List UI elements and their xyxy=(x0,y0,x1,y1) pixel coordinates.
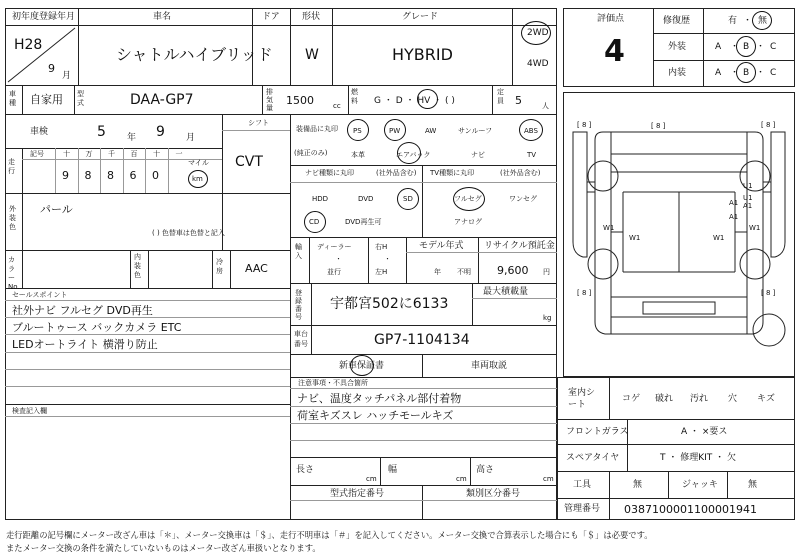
inspection-month-unit: 月 xyxy=(186,133,196,143)
inspection-month: 9 xyxy=(156,124,165,140)
seat-burn: コゲ xyxy=(622,394,641,404)
mileage-digit: 8 xyxy=(84,169,92,182)
door-label: ドア xyxy=(262,12,280,22)
navi-cd-circle xyxy=(304,211,326,233)
fuel-selected-circle xyxy=(417,89,438,109)
import-right: 右H xyxy=(375,243,388,251)
exterior-b: B xyxy=(743,42,750,52)
first-reg-month: 9 xyxy=(48,62,55,75)
mileage-digit-header: 万 xyxy=(85,150,93,158)
inspection-year-unit: 年 xyxy=(127,133,137,143)
repair-selected-circle xyxy=(752,11,772,30)
shift-value: CVT xyxy=(235,154,263,170)
seat-tear: 破れ xyxy=(655,394,674,404)
mgmt-label: 管理番号 xyxy=(564,504,601,514)
import-parallel: 並行 xyxy=(327,268,341,276)
navi-dvd: DVD xyxy=(358,195,374,203)
sales-point-3: LEDオートライト 横滑り防止 xyxy=(12,338,158,351)
displacement-label: 排気量 xyxy=(266,88,273,112)
navi-cd: CD xyxy=(309,218,320,226)
windshield-label: フロントガラス xyxy=(566,427,629,437)
mark-w1-3: W1 xyxy=(713,234,725,242)
mark-8-bl: [ 8 ] xyxy=(577,289,592,297)
import-label: 輸入 xyxy=(295,243,302,260)
mark-w1-1: W1 xyxy=(603,224,615,232)
navi-sub: (社外品含む) xyxy=(376,169,417,177)
registration-label: 登録番号 xyxy=(295,289,302,321)
mileage-mark-label: 記号 xyxy=(30,150,44,158)
class-num-label: 類別区分番号 xyxy=(466,489,521,499)
displacement-value: 1500 xyxy=(286,94,314,107)
note-2: 荷室キズスレ ハッチモールキズ xyxy=(297,409,454,422)
interior-selected-circle xyxy=(736,62,756,83)
warranty-circle xyxy=(350,355,374,376)
usage-label: 車種 xyxy=(9,90,16,107)
dims-height-label: 高さ xyxy=(476,465,495,475)
notes-label: 注意事項・不具合箇所 xyxy=(298,379,368,387)
score-label: 評価点 xyxy=(597,14,625,24)
tv-sub: (社外品含む) xyxy=(500,169,541,177)
repair-label: 修復歴 xyxy=(663,16,691,26)
type-num-label: 型式指定番号 xyxy=(330,489,385,499)
int-color-label: 内装色 xyxy=(134,253,141,279)
import-dot-1: ・ xyxy=(335,255,342,263)
grade-label: グレード xyxy=(402,12,439,22)
sales-points-label: セールスポイント xyxy=(12,291,68,299)
model-year-year: 年 xyxy=(434,268,441,276)
mileage-unit: km xyxy=(192,175,203,183)
mark-8-top: [ 8 ] xyxy=(651,122,666,130)
footer-line-1: 走行距離の記号欄にメーター改ざん車は「＊」、メーター交換車は「＄」、走行不明車は「＃」を記入してください。メーター交換で合算表示した場合にも「＄」は必要です。 xyxy=(6,530,653,540)
exterior-selected-circle xyxy=(736,36,756,57)
shift-label: シフト xyxy=(248,119,269,127)
equip-ps: PS xyxy=(353,127,362,135)
equipment-sub: (純正のみ) xyxy=(294,149,328,157)
interior-label: 内装 xyxy=(668,68,687,78)
mark-w1-4: W1 xyxy=(749,224,761,232)
tv-fullseg-circle xyxy=(453,187,485,211)
mileage-digit: 0 xyxy=(152,169,159,182)
color-no-label: カラーNo. xyxy=(8,256,20,291)
warranty-label: 新車保証書 xyxy=(339,361,385,371)
chassis-value: GP7-1104134 xyxy=(374,332,470,348)
navi-sd-circle xyxy=(397,188,419,210)
first-reg-label: 初年度登録年月 xyxy=(12,12,76,22)
equip-tv: TV xyxy=(527,151,537,159)
ext-color-label: 外装色 xyxy=(9,205,16,231)
repair-no: 無 xyxy=(758,16,768,26)
mark-8-tl: [ 8 ] xyxy=(577,121,592,129)
mileage-unit-label: マイル xyxy=(188,159,209,167)
exterior-a: A xyxy=(715,42,722,52)
mark-w1-2: W1 xyxy=(629,234,641,242)
equip-leather: 本革 xyxy=(351,151,365,159)
score-value: 4 xyxy=(604,34,625,69)
mark-8-br: [ 8 ] xyxy=(761,289,776,297)
first-reg-era: H28 xyxy=(14,37,43,53)
interior-a: A xyxy=(715,68,722,78)
dims-width-unit: cm xyxy=(456,475,467,483)
capacity-value: 5 xyxy=(515,94,522,107)
navi-sd: SD xyxy=(403,195,413,203)
max-load-label: 最大積載量 xyxy=(483,287,529,297)
ext-color-value: パール xyxy=(40,203,73,216)
interior-b: B xyxy=(743,68,750,78)
jack-value: 無 xyxy=(748,480,758,490)
mark-a1-1: A1 xyxy=(729,199,739,207)
equip-airbag: エアバック xyxy=(396,151,431,159)
dims-length-unit: cm xyxy=(366,475,377,483)
manual-label: 車両取説 xyxy=(471,361,508,371)
tv-oneseg: ワンセグ xyxy=(509,195,537,203)
sales-point-2: ブルートゥース バックカメラ ETC xyxy=(12,321,182,334)
grade-value: HYBRID xyxy=(392,45,453,64)
inspection-year: 5 xyxy=(97,124,106,140)
aircon-value: AAC xyxy=(245,262,268,275)
ext-color-note: ( ) 色替車は色替と記入 xyxy=(152,229,225,237)
mileage-digit: 9 xyxy=(62,169,69,182)
mileage-digit-header: 十 xyxy=(63,150,70,158)
seat-dirt: 汚れ xyxy=(690,394,709,404)
mileage-digit-header: 十 xyxy=(153,150,160,158)
repair-yes: 有 xyxy=(728,16,738,26)
model-year-unknown: 不明 xyxy=(457,268,471,276)
drive-4wd: 4WD xyxy=(527,59,549,69)
import-dot-2: ・ xyxy=(384,255,391,263)
model-label: 型式 xyxy=(77,90,84,107)
navi-dvd-play: DVD再生可 xyxy=(345,218,382,226)
model-value: DAA-GP7 xyxy=(130,92,194,108)
inspection-label: 車検 xyxy=(30,127,49,137)
car-damage-diagram xyxy=(563,92,795,377)
equip-pw: PW xyxy=(389,127,401,135)
mileage-label: 走行 xyxy=(8,158,15,175)
mark-8-tr: [ 8 ] xyxy=(761,121,776,129)
seat-scratch: キズ xyxy=(757,394,775,404)
mileage-digit-header: 千 xyxy=(108,150,115,158)
interior-seat-label: 室内シート xyxy=(568,388,596,410)
equip-abs: ABS xyxy=(524,127,538,135)
fuel-options: G ・ D ・ HV ・ ( ) xyxy=(374,96,455,106)
tv-fullseg: フルセグ xyxy=(454,195,482,203)
equip-airbag-circle xyxy=(397,142,421,164)
jack-label: ジャッキ xyxy=(682,480,718,490)
mark-u1-1: U1 xyxy=(743,182,753,190)
mark-a1-3: A1 xyxy=(729,213,739,221)
aircon-label: 冷房 xyxy=(216,258,223,275)
mark-a1-2: A1 xyxy=(743,202,753,210)
spare-tire-value: T ・ 修理KIT ・ 欠 xyxy=(660,453,736,463)
chassis-label: 車台番号 xyxy=(294,330,308,348)
capacity-unit: 人 xyxy=(542,102,549,110)
usage-value: 自家用 xyxy=(30,93,63,106)
sales-point-1: 社外ナビ フルセグ DVD再生 xyxy=(12,304,153,317)
seat-hole: 穴 xyxy=(728,394,738,404)
model-year-label: モデル年式 xyxy=(419,241,464,251)
import-left: 左H xyxy=(375,268,388,276)
mark-u1-2: U1 xyxy=(743,194,753,202)
recycle-unit: 円 xyxy=(543,268,550,276)
equipment-label: 装備品に丸印 xyxy=(296,125,338,133)
recycle-label: リサイクル預託金 xyxy=(484,241,555,251)
mileage-digit: 8 xyxy=(107,169,114,182)
car-name-label: 車名 xyxy=(153,12,172,22)
equip-aw: AW xyxy=(425,127,437,135)
footer-line-2: またメーター交換の条件を満たしていないものはメーター改ざん車扱いとなります。 xyxy=(6,543,321,553)
dims-length-label: 長さ xyxy=(296,465,315,475)
shape-value: W xyxy=(305,47,319,63)
navi-hdd: HDD xyxy=(312,195,329,203)
mileage-digit-header: 一 xyxy=(175,150,183,158)
fuel-label: 燃料 xyxy=(351,88,358,105)
tools-value: 無 xyxy=(633,480,643,490)
equip-sunroof: サンルーフ xyxy=(458,127,493,135)
equip-abs-circle xyxy=(519,119,543,141)
registration-value: 宇都宮502に6133 xyxy=(330,296,449,312)
first-reg-month-unit: 月 xyxy=(62,71,72,81)
shape-label: 形状 xyxy=(302,12,321,22)
drive-2wd: 2WD xyxy=(527,28,549,38)
inspector-label: 検査記入欄 xyxy=(12,407,47,415)
equip-pw-circle xyxy=(384,119,406,141)
mileage-digit: 6 xyxy=(129,169,137,182)
displacement-unit: cc xyxy=(333,102,341,110)
tv-analog: アナログ xyxy=(454,218,482,226)
exterior-label: 外装 xyxy=(668,42,687,52)
dims-width-label: 幅 xyxy=(388,465,398,475)
mileage-digit-header: 百 xyxy=(130,150,138,158)
capacity-label: 定員 xyxy=(497,88,504,105)
import-dealer: ディーラー xyxy=(317,243,352,251)
interior-c: C xyxy=(770,68,777,78)
tv-label: TV種類に丸印 xyxy=(430,169,475,177)
recycle-value: 9,600 xyxy=(497,264,529,277)
exterior-c: C xyxy=(770,42,777,52)
spare-tire-label: スペアタイヤ xyxy=(566,453,620,463)
mgmt-value: 0387100001100001941 xyxy=(624,503,757,516)
equip-navi: ナビ xyxy=(471,151,485,159)
max-load-unit: kg xyxy=(543,314,552,322)
equip-ps-circle xyxy=(347,119,369,141)
car-name-value: シャトルハイブリッド xyxy=(116,45,273,64)
navi-label: ナビ種類に丸印 xyxy=(305,169,354,177)
dims-height-unit: cm xyxy=(543,475,554,483)
tools-label: 工具 xyxy=(573,480,592,490)
note-1: ナビ、温度タッチパネル部付着物 xyxy=(297,392,462,405)
windshield-value: A ・ ×要ス xyxy=(681,427,728,437)
